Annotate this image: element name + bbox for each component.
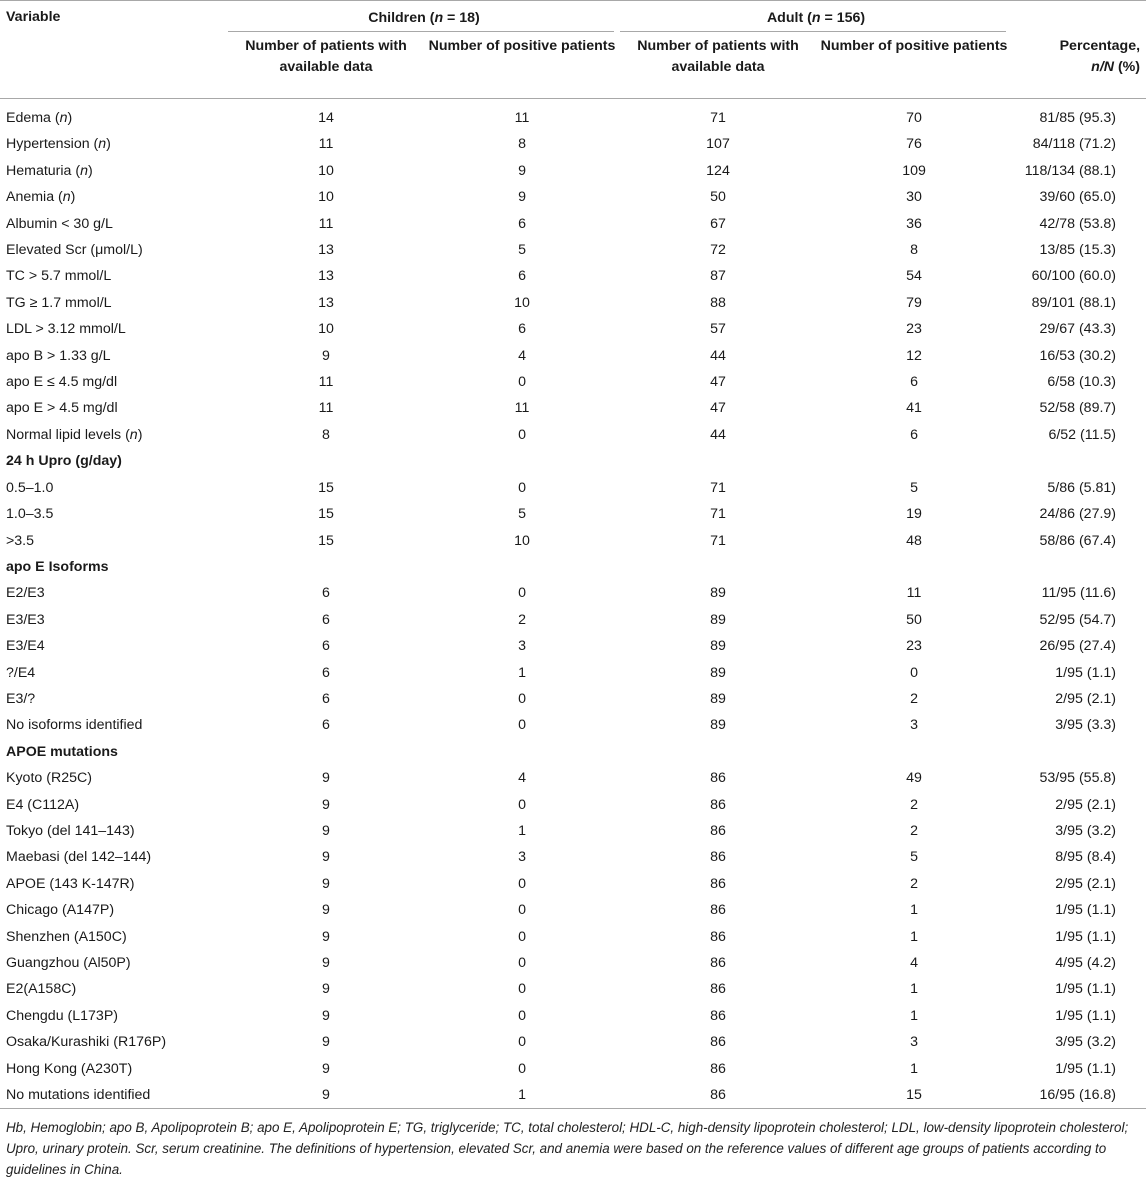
percentage-cell: 5/86 (5.81) xyxy=(1047,479,1117,496)
table-row xyxy=(0,1029,1146,1055)
header-row-groups xyxy=(0,1,1146,37)
children-positive-cell: 5 xyxy=(518,242,526,259)
table-row xyxy=(0,871,1146,897)
children-positive-cell: 9 xyxy=(518,162,526,179)
row-label: Tokyo (del 141–143) xyxy=(6,822,135,839)
children-available-cell: 6 xyxy=(322,585,330,602)
percentage-cell: 1/95 (1.1) xyxy=(1055,981,1117,998)
adult-available-cell: 86 xyxy=(710,1087,726,1104)
percentage-cell: 81/85 (95.3) xyxy=(1039,110,1117,126)
table-row xyxy=(0,369,1146,395)
section-header-row xyxy=(0,448,1146,474)
table-row xyxy=(0,844,1146,870)
row-label: Kyoto (R25C) xyxy=(6,770,92,787)
children-available-cell: 10 xyxy=(318,189,334,206)
children-group-label: Children (n = 18) xyxy=(368,10,480,26)
adult-available-cell: 124 xyxy=(706,162,730,179)
adult-positive-cell: 5 xyxy=(910,479,918,496)
children-positive-cell: 0 xyxy=(518,875,526,892)
adult-positive-cell: 15 xyxy=(906,1087,922,1104)
children-positive-cell: 0 xyxy=(518,717,526,734)
adult-positive-cell: 1 xyxy=(910,1007,918,1024)
children-positive-cell: 6 xyxy=(518,321,526,338)
adult-available-cell: 72 xyxy=(710,242,726,259)
table-row xyxy=(0,950,1146,976)
adult-available-cell: 86 xyxy=(710,875,726,892)
children-available-cell: 8 xyxy=(322,426,330,443)
children-available-cell: 6 xyxy=(322,638,330,655)
adult-positive-cell: 50 xyxy=(906,611,922,628)
row-label: E2/E3 xyxy=(6,585,45,602)
percentage-cell: 2/95 (2.1) xyxy=(1055,690,1117,707)
adult-positive-cell: 3 xyxy=(910,717,918,734)
percentage-cell: 84/118 (71.2) xyxy=(1032,136,1117,153)
children-positive-cell: 4 xyxy=(518,347,526,364)
table-row xyxy=(0,184,1146,210)
adult-available-cell: 47 xyxy=(710,400,726,417)
children-positive-cell: 9 xyxy=(518,189,526,206)
percentage-cell: 3/95 (3.2) xyxy=(1055,1034,1117,1051)
children-available-cell: 9 xyxy=(322,1034,330,1051)
row-label: 0.5–1.0 xyxy=(6,479,54,496)
row-label: apo E ≤ 4.5 mg/dl xyxy=(6,374,118,391)
children-available-cell: 10 xyxy=(318,321,334,338)
header-adult-group xyxy=(620,1,1012,37)
children-positive-cell: 0 xyxy=(518,690,526,707)
percentage-cell: 89/101 (88.1) xyxy=(1031,294,1117,311)
table-row xyxy=(0,99,1146,132)
table-row xyxy=(0,976,1146,1002)
table-row xyxy=(0,607,1146,633)
children-available-cell: 9 xyxy=(322,1060,330,1077)
adult-available-cell: 107 xyxy=(706,136,730,153)
adult-positive-cell: 12 xyxy=(906,347,922,364)
children-available-cell: 15 xyxy=(318,532,334,549)
adult-available-cell: 89 xyxy=(710,690,726,707)
adult-positive-cell: 2 xyxy=(910,822,918,839)
adult-available-cell: 71 xyxy=(710,479,726,496)
children-available-cell: 13 xyxy=(318,242,334,259)
table-body xyxy=(0,99,1146,1109)
children-positive-cell: 0 xyxy=(518,426,526,443)
percentage-cell: 6/52 (11.5) xyxy=(1048,426,1117,443)
children-available-cell: 11 xyxy=(318,374,334,391)
children-available-cell: 11 xyxy=(318,215,334,232)
row-label: Chicago (A147P) xyxy=(6,902,115,919)
children-positive-cell: 2 xyxy=(518,611,526,628)
children-positive-cell: 3 xyxy=(518,849,526,866)
children-available-cell: 9 xyxy=(322,1007,330,1024)
adult-available-cell: 89 xyxy=(710,638,726,655)
row-label: ?/E4 xyxy=(6,664,36,681)
table-row xyxy=(0,528,1146,554)
table-row xyxy=(0,660,1146,686)
table-row xyxy=(0,1003,1146,1029)
row-label: apo E > 4.5 mg/dl xyxy=(6,400,118,417)
adult-positive-cell: 48 xyxy=(906,532,922,549)
row-label: E3/? xyxy=(6,690,36,707)
adult-available-cell: 71 xyxy=(710,110,726,126)
adult-available-cell: 87 xyxy=(710,268,726,285)
adult-positive-cell: 6 xyxy=(910,426,918,443)
row-label: Hong Kong (A230T) xyxy=(6,1060,133,1077)
percentage-cell: 11/95 (11.6) xyxy=(1041,585,1117,602)
adult-available-cell: 44 xyxy=(710,426,726,443)
children-group-rule xyxy=(228,31,614,32)
percentage-cell: 16/53 (30.2) xyxy=(1039,347,1117,364)
adult-positive-cell: 54 xyxy=(906,268,922,285)
row-label: Hypertension (n) xyxy=(6,136,111,153)
section-title: APOE mutations xyxy=(6,743,118,760)
adult-positive-cell: 2 xyxy=(910,796,918,813)
adult-positive-cell: 19 xyxy=(906,506,922,523)
children-available-cell: 9 xyxy=(322,770,330,787)
adult-positive-cell: 23 xyxy=(906,638,922,655)
row-label: E2(A158C) xyxy=(6,981,77,998)
row-label: E3/E4 xyxy=(6,638,45,655)
section-title: apo E Isoforms xyxy=(6,558,109,575)
adult-available-cell: 50 xyxy=(710,189,726,206)
children-positive-cell: 1 xyxy=(518,664,526,681)
adult-positive-cell: 4 xyxy=(910,955,918,971)
children-available-cell: 11 xyxy=(318,400,334,417)
table-row xyxy=(0,765,1146,791)
children-available-cell: 6 xyxy=(322,664,330,681)
children-positive-cell: 10 xyxy=(514,532,530,549)
row-label: TG ≥ 1.7 mmol/L xyxy=(6,294,112,311)
children-available-cell: 9 xyxy=(322,902,330,919)
table-row xyxy=(0,211,1146,237)
header-children-positive: Number of positive patients xyxy=(428,38,616,54)
children-positive-cell: 11 xyxy=(514,400,530,417)
adult-available-cell: 89 xyxy=(710,717,726,734)
header-percentage: Percentage, n/N (%) xyxy=(1059,38,1141,75)
children-available-cell: 9 xyxy=(322,347,330,364)
children-positive-cell: 3 xyxy=(518,638,526,655)
row-label: Edema (n) xyxy=(6,110,73,126)
header-children-group xyxy=(228,1,620,37)
adult-positive-cell: 1 xyxy=(910,1060,918,1077)
children-available-cell: 15 xyxy=(318,479,334,496)
header-adult-positive: Number of positive patients xyxy=(820,38,1008,54)
header-variable: Variable xyxy=(6,9,61,25)
adult-available-cell: 86 xyxy=(710,955,726,971)
percentage-cell: 26/95 (27.4) xyxy=(1039,638,1117,655)
header-percentage-line2: n/N xyxy=(1091,59,1115,75)
adult-positive-cell: 1 xyxy=(910,902,918,919)
row-label: APOE (143 K-147R) xyxy=(6,875,135,892)
children-positive-cell: 6 xyxy=(518,268,526,285)
adult-available-cell: 86 xyxy=(710,981,726,998)
children-positive-cell: 0 xyxy=(518,928,526,945)
row-label: 1.0–3.5 xyxy=(6,506,54,523)
percentage-cell: 29/67 (43.3) xyxy=(1039,321,1117,338)
children-positive-cell: 0 xyxy=(518,981,526,998)
row-label: No mutations identified xyxy=(6,1087,151,1104)
percentage-cell: 1/95 (1.1) xyxy=(1055,902,1117,919)
adult-positive-cell: 0 xyxy=(910,664,918,681)
table-row xyxy=(0,395,1146,421)
row-label: Shenzhen (A150C) xyxy=(6,928,127,945)
table-row xyxy=(0,686,1146,712)
percentage-cell: 118/134 (88.1) xyxy=(1024,162,1117,179)
table-row xyxy=(0,237,1146,263)
children-positive-cell: 8 xyxy=(518,136,526,153)
adult-available-cell: 89 xyxy=(710,585,726,602)
children-positive-cell: 0 xyxy=(518,585,526,602)
children-positive-cell: 4 xyxy=(518,770,526,787)
table-row xyxy=(0,712,1146,738)
section-header-row xyxy=(0,554,1146,580)
table-row xyxy=(0,818,1146,844)
adult-positive-cell: 2 xyxy=(910,690,918,707)
table-row xyxy=(0,475,1146,501)
children-available-cell: 9 xyxy=(322,1087,330,1104)
adult-available-cell: 71 xyxy=(710,532,726,549)
children-positive-cell: 0 xyxy=(518,1007,526,1024)
table-row xyxy=(0,1056,1146,1082)
adult-positive-cell: 79 xyxy=(906,294,922,311)
percentage-cell: 42/78 (53.8) xyxy=(1039,215,1117,232)
section-title: 24 h Upro (g/day) xyxy=(6,453,122,470)
children-positive-cell: 1 xyxy=(518,822,526,839)
row-label: >3.5 xyxy=(6,532,35,549)
adult-available-cell: 86 xyxy=(710,770,726,787)
children-positive-cell: 6 xyxy=(518,215,526,232)
children-positive-cell: 11 xyxy=(514,110,530,126)
percentage-cell: 52/58 (89.7) xyxy=(1039,400,1117,417)
percentage-cell: 3/95 (3.3) xyxy=(1055,717,1117,734)
row-label: LDL > 3.12 mmol/L xyxy=(6,321,126,338)
adult-available-cell: 86 xyxy=(710,1034,726,1051)
children-positive-cell: 1 xyxy=(518,1087,526,1104)
adult-positive-cell: 109 xyxy=(902,162,926,179)
adult-positive-cell: 1 xyxy=(910,928,918,945)
header-percentage-line1: Percentage, xyxy=(1059,38,1141,54)
adult-available-cell: 57 xyxy=(710,321,726,338)
percentage-cell: 1/95 (1.1) xyxy=(1055,664,1117,681)
percentage-cell: 1/95 (1.1) xyxy=(1055,1060,1117,1077)
adult-available-cell: 67 xyxy=(710,215,726,232)
header-children-available: Number of patients with available data xyxy=(245,38,407,75)
table-row xyxy=(0,633,1146,659)
table-header xyxy=(0,1,1146,99)
percentage-cell: 3/95 (3.2) xyxy=(1055,822,1117,839)
children-available-cell: 9 xyxy=(322,849,330,866)
header-row-columns xyxy=(0,36,1146,99)
percentage-cell: 2/95 (2.1) xyxy=(1055,875,1117,892)
adult-positive-cell: 3 xyxy=(910,1034,918,1051)
children-positive-cell: 0 xyxy=(518,1060,526,1077)
adult-positive-cell: 6 xyxy=(910,374,918,391)
adult-available-cell: 71 xyxy=(710,506,726,523)
adult-available-cell: 86 xyxy=(710,928,726,945)
table-row xyxy=(0,422,1146,448)
row-label: Elevated Scr (μmol/L) xyxy=(6,242,143,259)
row-label: Guangzhou (Al50P) xyxy=(6,955,131,971)
table-footnote: Hb, Hemoglobin; apo B, Apolipoprotein B; apo E, Apolipoprotein E; TG, triglyceride; TC, total cholesterol; HDL-C, high-density lipoprotein cholesterol; LDL, low-density lipoprotein cholesterol; Upro, urinary protein. Scr, serum creatinine. The definitions of hypertension, elevated Scr, and anemia were based on the reference values of different age groups of patients according to guidelines in China. xyxy=(6,1120,1129,1178)
row-label: Maebasi (del 142–144) xyxy=(6,849,152,866)
children-positive-cell: 0 xyxy=(518,1034,526,1051)
row-label: TC > 5.7 mmol/L xyxy=(6,268,112,285)
adult-available-cell: 86 xyxy=(710,1007,726,1024)
adult-positive-cell: 49 xyxy=(906,770,922,787)
percentage-cell: 2/95 (2.1) xyxy=(1055,796,1117,813)
adult-available-cell: 86 xyxy=(710,849,726,866)
percentage-cell: 1/95 (1.1) xyxy=(1055,928,1117,945)
children-positive-cell: 5 xyxy=(518,506,526,523)
adult-positive-cell: 11 xyxy=(906,585,922,602)
children-positive-cell: 0 xyxy=(518,374,526,391)
children-available-cell: 9 xyxy=(322,822,330,839)
adult-available-cell: 88 xyxy=(710,294,726,311)
percentage-cell: 39/60 (65.0) xyxy=(1039,189,1117,206)
table-row xyxy=(0,343,1146,369)
children-positive-cell: 0 xyxy=(518,796,526,813)
section-header-row xyxy=(0,739,1146,765)
children-available-cell: 9 xyxy=(322,796,330,813)
adult-positive-cell: 70 xyxy=(906,110,922,126)
children-available-cell: 10 xyxy=(318,162,334,179)
children-available-cell: 9 xyxy=(322,928,330,945)
table-row xyxy=(0,1082,1146,1109)
children-positive-cell: 10 xyxy=(514,294,530,311)
row-label: Chengdu (L173P) xyxy=(6,1007,119,1024)
children-available-cell: 9 xyxy=(322,981,330,998)
children-positive-cell: 0 xyxy=(518,902,526,919)
row-label: Osaka/Kurashiki (R176P) xyxy=(6,1034,167,1051)
percentage-cell: 4/95 (4.2) xyxy=(1055,955,1117,971)
adult-available-cell: 86 xyxy=(710,822,726,839)
children-available-cell: 13 xyxy=(318,268,334,285)
children-available-cell: 6 xyxy=(322,611,330,628)
row-label: E4 (C112A) xyxy=(6,796,80,813)
children-available-cell: 9 xyxy=(322,875,330,892)
adult-group-rule xyxy=(620,31,1006,32)
row-label: E3/E3 xyxy=(6,611,45,628)
adult-available-cell: 47 xyxy=(710,374,726,391)
percentage-cell: 1/95 (1.1) xyxy=(1055,1007,1117,1024)
adult-positive-cell: 5 xyxy=(910,849,918,866)
header-empty xyxy=(0,36,228,99)
percentage-cell: 6/58 (10.3) xyxy=(1047,374,1117,391)
children-available-cell: 14 xyxy=(318,110,334,126)
adult-positive-cell: 1 xyxy=(910,981,918,998)
percentage-cell: 13/85 (15.3) xyxy=(1039,242,1117,259)
table-row xyxy=(0,792,1146,818)
adult-positive-cell: 8 xyxy=(910,242,918,259)
children-available-cell: 11 xyxy=(318,136,334,153)
adult-group-label: Adult (n = 156) xyxy=(766,10,866,26)
adult-positive-cell: 41 xyxy=(906,400,922,417)
children-positive-cell: 0 xyxy=(518,955,526,971)
row-label: Normal lipid levels (n) xyxy=(6,426,143,443)
table-row xyxy=(0,158,1146,184)
table-row xyxy=(0,316,1146,342)
percentage-cell: 8/95 (8.4) xyxy=(1055,849,1117,866)
row-label: Albumin < 30 g/L xyxy=(6,215,113,232)
table-row xyxy=(0,290,1146,316)
table-row xyxy=(0,263,1146,289)
children-available-cell: 15 xyxy=(318,506,334,523)
adult-available-cell: 89 xyxy=(710,664,726,681)
adult-positive-cell: 23 xyxy=(906,321,922,338)
table-row xyxy=(0,501,1146,527)
percentage-cell: 16/95 (16.8) xyxy=(1039,1087,1117,1104)
row-label: No isoforms identified xyxy=(6,717,143,734)
adult-available-cell: 44 xyxy=(710,347,726,364)
row-label: Hematuria (n) xyxy=(6,162,93,179)
adult-available-cell: 89 xyxy=(710,611,726,628)
adult-positive-cell: 2 xyxy=(910,875,918,892)
percentage-cell: 58/86 (67.4) xyxy=(1039,532,1117,549)
adult-positive-cell: 30 xyxy=(906,189,922,206)
percentage-cell: 60/100 (60.0) xyxy=(1031,268,1117,285)
adult-available-cell: 86 xyxy=(710,902,726,919)
children-available-cell: 6 xyxy=(322,690,330,707)
row-label: apo B > 1.33 g/L xyxy=(6,347,111,364)
table-row xyxy=(0,897,1146,923)
children-available-cell: 13 xyxy=(318,294,334,311)
children-available-cell: 6 xyxy=(322,717,330,734)
table-row xyxy=(0,924,1146,950)
adult-positive-cell: 76 xyxy=(906,136,922,153)
row-label: Anemia (n) xyxy=(6,189,76,206)
table-row xyxy=(0,131,1146,157)
adult-positive-cell: 36 xyxy=(906,215,922,232)
table-row xyxy=(0,580,1146,606)
children-positive-cell: 0 xyxy=(518,479,526,496)
percentage-cell: 53/95 (55.8) xyxy=(1039,770,1117,787)
header-adult-available: Number of patients with available data xyxy=(637,38,799,75)
adult-available-cell: 86 xyxy=(710,1060,726,1077)
children-available-cell: 9 xyxy=(322,955,330,971)
percentage-cell: 24/86 (27.9) xyxy=(1039,506,1117,523)
header-blank xyxy=(1012,1,1146,37)
adult-available-cell: 86 xyxy=(710,796,726,813)
percentage-cell: 52/95 (54.7) xyxy=(1039,611,1117,628)
